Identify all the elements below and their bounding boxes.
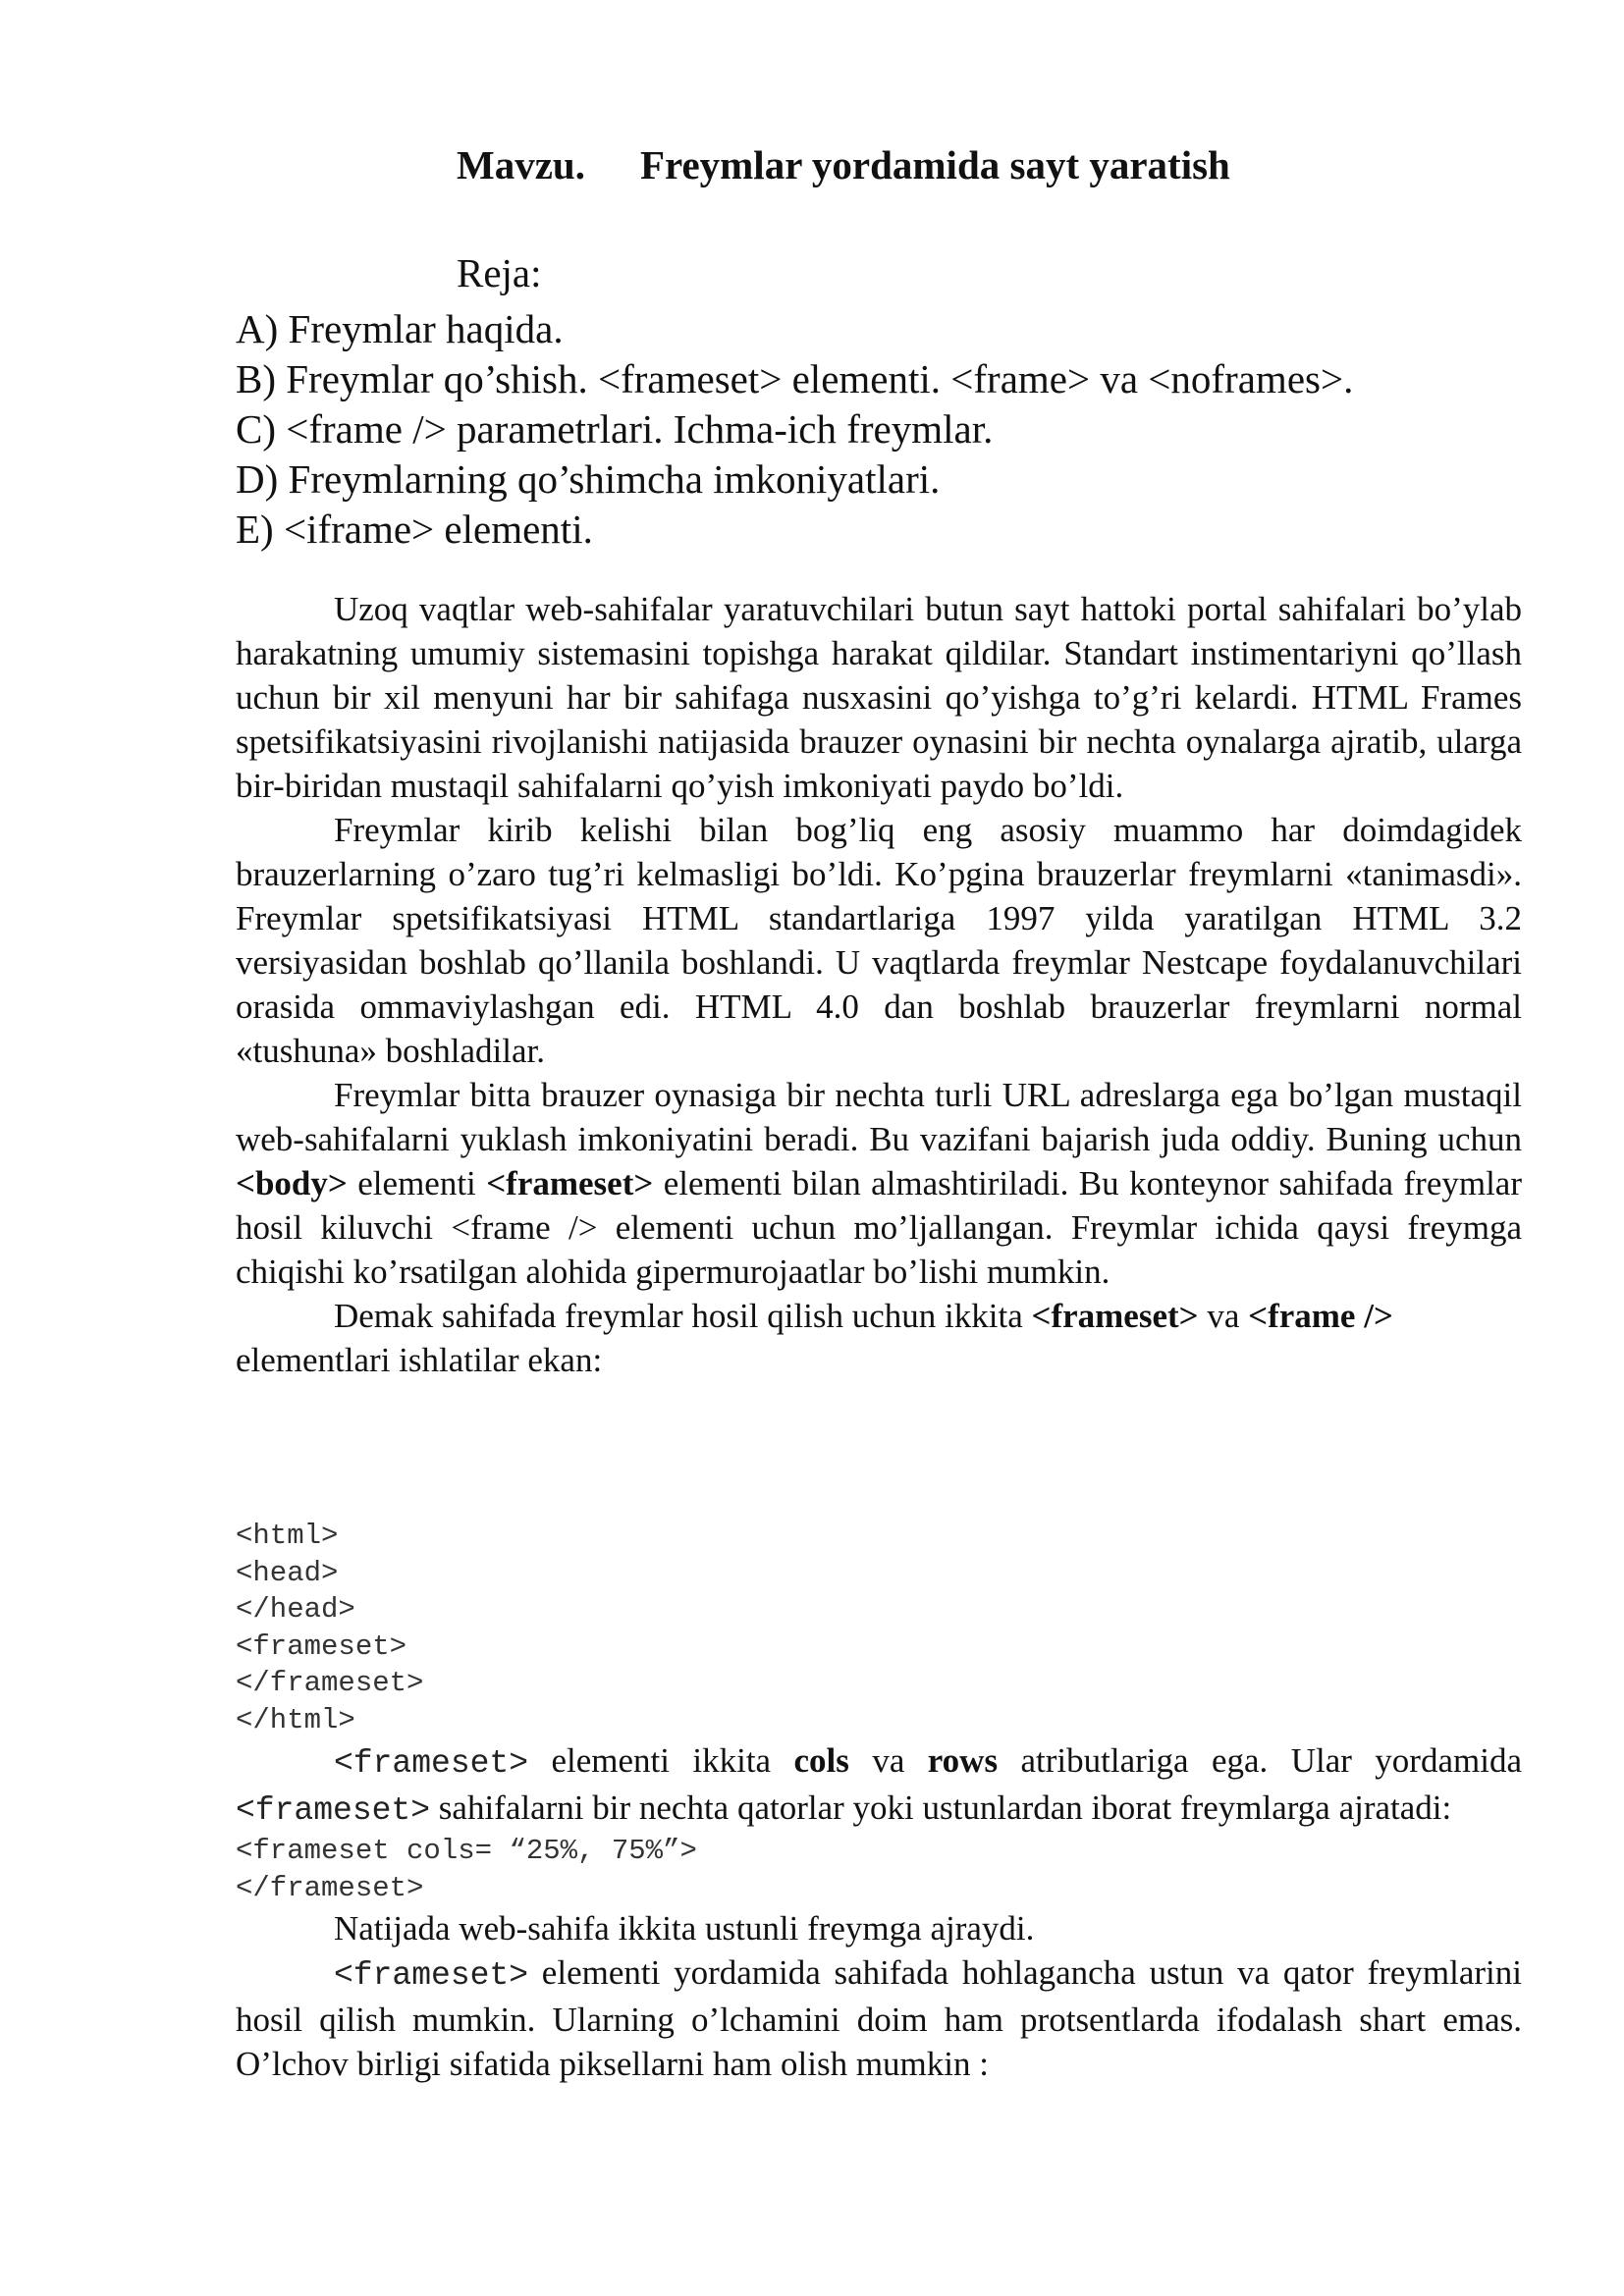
- paragraph-bold: <body>: [236, 1164, 348, 1202]
- paragraph: [236, 1738, 1522, 1833]
- paragraph-text: elementi: [347, 1164, 487, 1202]
- paragraph: Freymlar kirib kelishi bilan bog’liq eng asosiy muammo har doimdagidek brauzerlarning o’zaro tug’ri kelmasligi bo’ldi. Ko’pgina brauzerlar freymlarni «tanimasdi». Freymlar spetsifikatsiyasi HTML standartlariga 1997 yilda yaratilgan HTML 3.2 versiyasidan boshlab qo’llanila boshlandi. U vaqtlarda freymlar Nestcape foydalanuvchilari orasida ommaviylashgan edi. HTML 4.0 dan boshlab brauzerlar freymlarni normal «tushuna» boshladilar.: [236, 811, 1522, 1070]
- paragraph: Natijada web-sahifa ikkita ustunli freymga ajraydi.: [334, 1909, 1035, 1948]
- paragraph-bold: <frameset>: [1031, 1297, 1199, 1335]
- body-text-continued: [236, 1738, 1522, 2086]
- plan-item: B) Freymlar qo’shish. <frameset> elementi. <frame> va <noframes>.: [236, 356, 1354, 401]
- plan-item: E) <iframe> elementi.: [236, 507, 593, 552]
- title-text: Freymlar yordamida sayt yaratish: [639, 142, 1230, 187]
- paragraph: [236, 1950, 1522, 2086]
- paragraph-text: elementi yordamida sahifada hohlagancha ustun va qator freymlarini hosil qilish mumkin. Ularning o’lchamini doim ham protsentlarda ifodalash shart emas. O’lchov birligi sifatida piksellarni ham olish mumkin :: [236, 1953, 1522, 2083]
- paragraph-text: elementlari ishlatilar ekan:: [236, 1341, 603, 1379]
- body-text: [236, 587, 1522, 1382]
- title-prefix: Mavzu.: [457, 142, 585, 187]
- paragraph-text: Freymlar bitta brauzer oynasiga bir nechta turli URL adreslarga ega bo’lgan mustaqil web-sahifalarni yuklash imkoniyatini beradi. Bu vazifani bajarish juda oddiy. Buning uchun: [236, 1076, 1522, 1158]
- paragraph-bold: rows: [927, 1741, 999, 1780]
- code-block: <html> <head> </head> <frameset> </frameset> </html>: [236, 1520, 424, 1736]
- paragraph: [236, 1073, 1522, 1294]
- paragraph-bold: <frame />: [1248, 1297, 1393, 1335]
- paragraph-text: va: [1198, 1297, 1249, 1335]
- paragraph-bold: <frameset>: [486, 1164, 654, 1202]
- plan-heading: Reja:: [457, 250, 542, 295]
- plan-list: [236, 304, 1353, 555]
- plan-item: A) Freymlar haqida.: [236, 306, 564, 351]
- plan-item: C) <frame /> parametrlari. Ichma-ich freymlar.: [236, 406, 994, 452]
- paragraph-text: atributlariga ega. Ular yordamida: [998, 1741, 1522, 1780]
- paragraph-text: elementi bilan almashtiriladi. Bu konteynor sahifada freymlar hosil kiluvchi <frame /> elementi uchun mo’ljallangan. Freymlar ichida qaysi freymga chiqishi ko’rsatilgan alohida gipermurojaatlar bo’lishi mumkin.: [236, 1164, 1522, 1291]
- page-title: [457, 142, 1230, 187]
- paragraph-text: sahifalarni bir nechta qatorlar yoki ustunlardan iborat freymlarga ajratadi:: [430, 1789, 1452, 1827]
- paragraph: Uzoq vaqtlar web-sahifalar yaratuvchilari butun sayt hattoki portal sahifalari bo’ylab harakatning umumiy sistemasini topishga harakat qildilar. Standart instimentariyni qo’llash uchun bir xil menyuni har bir sahifaga nusxasini qo’yishga to’g’ri kelardi. HTML Frames spetsifikatsiyasini rivojlanishi natijasida brauzer oynasini bir nechta oynalarga ajratib, ularga bir-biridan mustaqil sahifalarni qo’yish imkoniyati paydo bo’ldi.: [236, 590, 1522, 805]
- inline-code: <frameset>: [334, 1745, 529, 1782]
- inline-code: <frameset>: [334, 1957, 529, 1994]
- paragraph-text: elementi ikkita: [528, 1741, 794, 1780]
- paragraph-bold: cols: [793, 1741, 849, 1780]
- code-block: <frameset cols= “25%, 75%”> </frameset>: [236, 1835, 697, 1904]
- paragraph: [236, 1294, 1522, 1382]
- plan-item: D) Freymlarning qo’shimcha imkoniyatlari.: [236, 456, 941, 502]
- paragraph-text: Demak sahifada freymlar hosil qilish uchun ikkita: [334, 1297, 1032, 1335]
- inline-code: <frameset>: [236, 1792, 431, 1829]
- paragraph-text: va: [848, 1741, 928, 1780]
